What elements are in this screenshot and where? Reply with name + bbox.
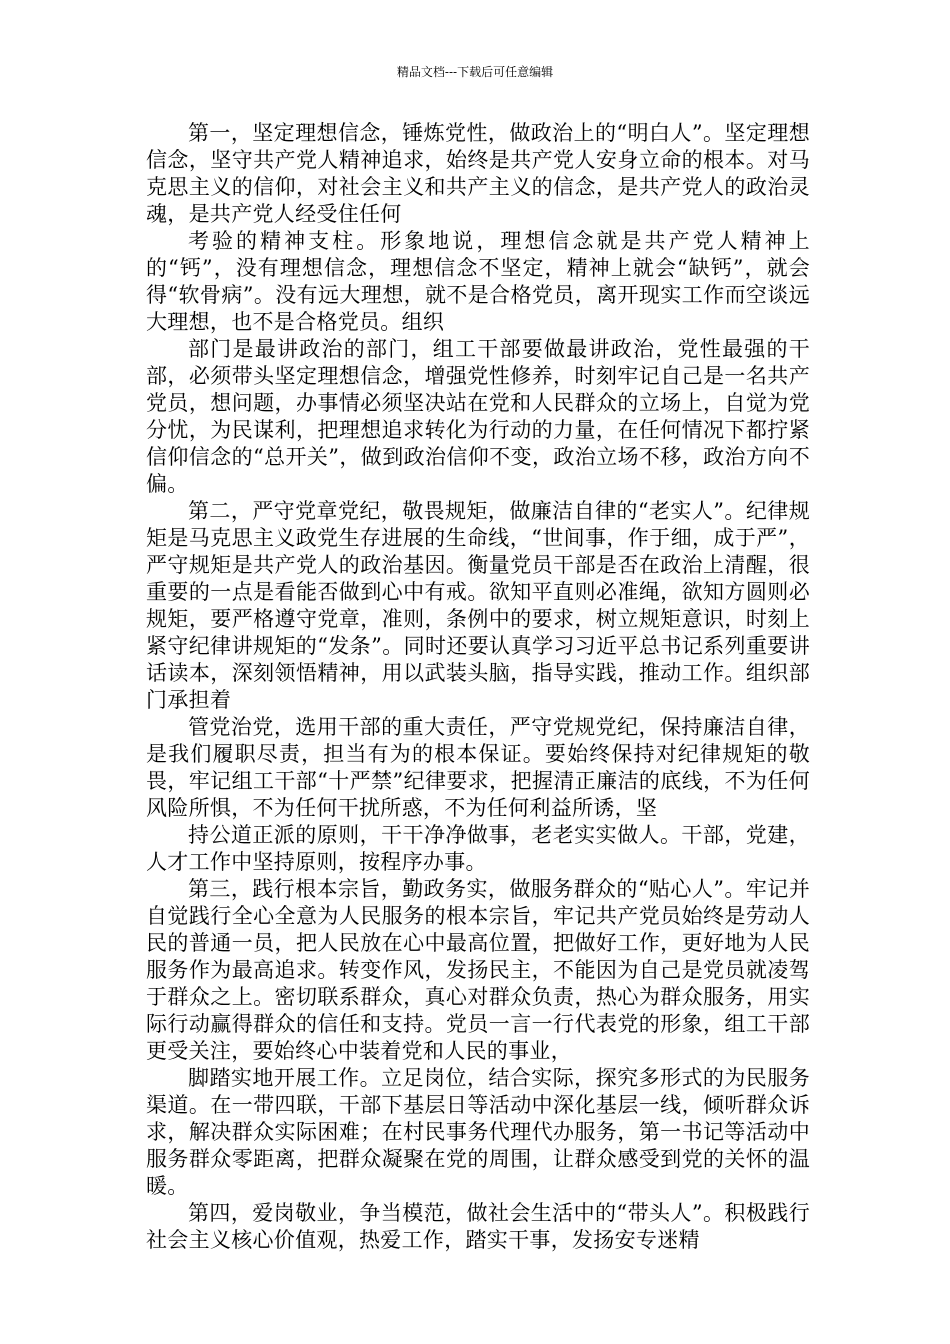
paragraph: 部门是最讲政治的部门，组工干部要做最讲政治，党性最强的干部，必须带头坚定理想信念，增强党性修养，时刻牢记自己是一名共产党员，想问题，办事情必须坚决站在党和人民群众的立场上，自觉为党分忧，为民谋利，把理想追求转化为行动的力量，在任何情况下都拧紧信仰信念的“总开关”，做到政治信仰不变，政治立场不移，政治方向不偏。 [146, 337, 810, 496]
document-body [146, 120, 810, 1254]
paragraph: 管党治党，选用干部的重大责任，严守党规党纪，保持廉洁自律，是我们履职尽责，担当有为的根本保证。要始终保持对纪律规矩的敬畏，牢记组工干部“十严禁”纪律要求，把握清正廉洁的底线，不为任何风险所惧，不为任何干扰所惑，不为任何利益所诱，坚 [146, 715, 810, 820]
paragraph: 考验的精神支柱。形象地说，理想信念就是共产党人精神上的“钙”，没有理想信念，理想信念不坚定，精神上就会“缺钙”，就会得“软骨病”。没有远大理想，就不是合格党员，离开现实工作而空谈远大理想，也不是合格党员。组织 [146, 229, 810, 334]
paragraph: 持公道正派的原则，干干净净做事，老老实实做人。干部，党建，人才工作中坚持原则，按程序办事。 [146, 823, 810, 874]
paragraph: 脚踏实地开展工作。立足岗位，结合实际，探究多形式的为民服务渠道。在一带四联，干部下基层日等活动中深化基层一线，倾听群众诉求，解决群众实际困难；在村民事务代理代办服务，第一书记等活动中服务群众零距离，把群众凝聚在党的周围，让群众感受到党的关怀的温暖。 [146, 1066, 810, 1198]
page-header: 精品文档---下载后可任意编辑 [396, 65, 554, 79]
paragraph: 第二，严守党章党纪，敬畏规矩，做廉洁自律的“老实人”。纪律规矩是马克思主义政党生存进展的生命线，“世间事，作于细，成于严”，严守规矩是共产党人的政治基因。衡量党员干部是否在政治上清醒，很重要的一点是看能否做到心中有戒。欲知平直则必准绳，欲知方圆则必规矩，要严格遵守党章，准则，条例中的要求，树立规矩意识，时刻上紧守纪律讲规矩的“发条”。同时还要认真学习习近平总书记系列重要讲话读本，深刻领悟精神，用以武装头脑，指导实践，推动工作。组织部门承担着 [146, 499, 810, 712]
paragraph: 第四，爱岗敬业，争当模范，做社会生活中的“带头人”。积极践行社会主义核心价值观，热爱工作，踏实干事，发扬安专迷精 [146, 1201, 810, 1252]
paragraph: 第一，坚定理想信念，锤炼党性，做政治上的“明白人”。坚定理想信念，坚守共产党人精神追求，始终是共产党人安身立命的根本。对马克思主义的信仰，对社会主义和共产主义的信念，是共产党人的政治灵魂，是共产党人经受住任何 [146, 121, 810, 226]
paragraph: 第三，践行根本宗旨，勤政务实，做服务群众的“贴心人”。牢记并自觉践行全心全意为人民服务的根本宗旨，牢记共产党员始终是劳动人民的普通一员，把人民放在心中最高位置，把做好工作，更好地为人民服务作为最高追求。转变作风，发扬民主，不能因为自己是党员就凌驾于群众之上。密切联系群众，真心对群众负责，热心为群众服务，用实际行动赢得群众的信任和支持。党员一言一行代表党的形象，组工干部更受关注，要始终心中装着党和人民的事业， [146, 877, 810, 1063]
